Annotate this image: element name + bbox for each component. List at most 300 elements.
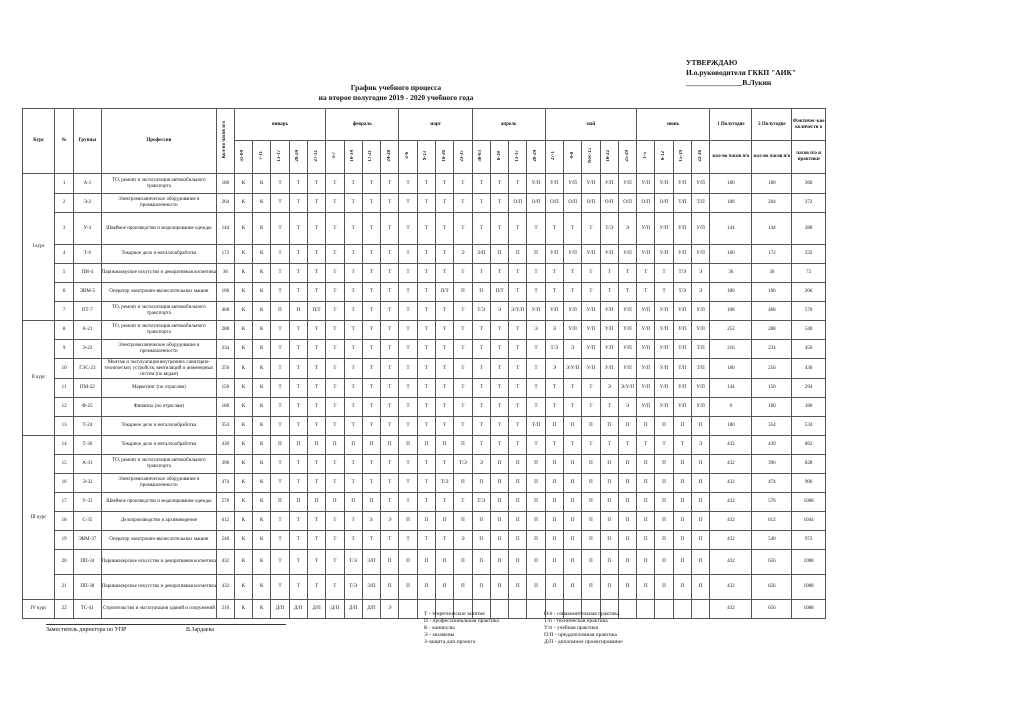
schedule-cell: Э. [362,512,380,531]
schedule-cell: К [253,512,271,531]
row-profession: Строительство и эксплуатация зданий и сооружений [101,600,216,619]
footer-name: В.Зардаева [186,627,214,633]
schedule-cell: П [600,493,618,512]
schedule-cell: Т [271,379,289,398]
schedule-cell: Д/П [271,600,289,619]
schedule-cell: Т [637,436,655,455]
week-header [691,141,709,174]
row-num: 18 [55,512,74,531]
schedule-cell: Т [472,379,490,398]
row-half1: 108 [710,194,752,213]
schedule-cell: У/П [564,302,582,321]
row-half2: 474 [752,474,792,493]
schedule-cell: П [289,493,307,512]
schedule-cell: Т [271,283,289,302]
schedule-cell: Э [454,531,472,550]
legend-item: О/п - ознакомительная практика [544,611,620,617]
schedule-cell: П [691,417,709,436]
schedule-cell: У/П [673,174,691,194]
schedule-cell: П [344,436,362,455]
schedule-cell: П [326,493,344,512]
row-group: А-21 [74,321,102,340]
schedule-cell: Т [362,398,380,417]
schedule-cell: Т [545,436,563,455]
schedule-cell: Т [271,213,289,245]
table-row [23,575,826,600]
row-group: А-31 [74,455,102,474]
schedule-cell: Э [564,340,582,359]
row-num: 7 [55,302,74,321]
schedule-cell: У/П [618,245,636,264]
schedule-cell: П [673,575,691,600]
schedule-cell: Т [289,512,307,531]
week-header [381,141,399,174]
schedule-cell: П [472,512,490,531]
schedule-cell: Т [399,264,417,283]
schedule-cell: К [234,174,252,194]
week-header [362,141,380,174]
schedule-cell: Т [326,575,344,600]
schedule-cell: Т [381,455,399,474]
schedule-cell: Т [289,213,307,245]
schedule-cell: Т [381,493,399,512]
schedule-cell: П [637,575,655,600]
header-group: Группы [74,109,102,174]
schedule-cell: П [564,512,582,531]
row-half2: 144 [752,213,792,245]
row-hours: 180 [217,398,235,417]
month-may: май [545,109,636,141]
schedule-cell: Т [381,194,399,213]
week-header [582,141,600,174]
schedule-cell: П [527,512,545,531]
schedule-cell: У/П [655,213,673,245]
row-hours: 576 [217,493,235,512]
schedule-cell: П [344,493,362,512]
schedule-cell: Т [326,417,344,436]
schedule-cell: Д/П [362,600,380,619]
row-half2: 354 [752,417,792,436]
row-profession: Оператор электронно-вычислительных машин [101,531,216,550]
week-header-text: 18-22 [606,149,612,162]
row-profession: Парикмахерское искусство и декоративная косметика [101,575,216,600]
table-row [23,213,826,245]
week-header-text: 31-04 [240,149,246,162]
schedule-cell: П [490,512,508,531]
schedule-cell: Т [326,213,344,245]
row-hours: 430 [217,436,235,455]
schedule-cell: Т [545,398,563,417]
schedule-cell: Т [326,194,344,213]
schedule-cell: Т [399,379,417,398]
schedule-cell: Т [655,436,673,455]
week-header-text: 22-26 [697,149,703,162]
schedule-cell: П [490,474,508,493]
schedule-cell: У/П [545,302,563,321]
schedule-cell: Т/Э [454,455,472,474]
week-header [490,141,508,174]
schedule-cell: Т [472,359,490,379]
schedule-cell: У/П [655,398,673,417]
schedule-cell: Т [417,417,435,436]
schedule-cell: П [673,531,691,550]
row-profession: Оператор электронно-вычислительных машин [101,283,216,302]
row-total: 862 [792,436,826,455]
schedule-cell: П [490,245,508,264]
schedule-cell: О/П [582,194,600,213]
schedule-cell: П [527,550,545,575]
schedule-cell: Т [289,417,307,436]
row-total: 576 [792,302,826,321]
schedule-cell: Т/П [691,359,709,379]
schedule-cell: П [691,531,709,550]
schedule-cell: П [435,512,453,531]
footer-signature [46,624,286,633]
schedule-body [23,174,826,619]
schedule-cell: П [307,493,325,512]
schedule-cell: К [253,398,271,417]
schedule-cell: К [234,398,252,417]
row-group: Ф-25 [74,398,102,417]
schedule-cell: Т [381,417,399,436]
schedule-cell: Т [399,474,417,493]
schedule-cell: К [253,283,271,302]
row-half1: 180 [710,359,752,379]
schedule-cell: Т/Э [545,340,563,359]
row-num: 2 [55,194,74,213]
schedule-cell: Т [582,398,600,417]
schedule-cell: Т [490,174,508,194]
week-header-text: 6-10 [496,150,502,161]
legend-item: З-защита дип.проекта [424,639,476,645]
schedule-cell: П [618,531,636,550]
row-total: 1088 [792,600,826,619]
row-profession: Швейное производство и моделирование одежды [101,213,216,245]
schedule-cell: Т [344,474,362,493]
schedule-cell: П [399,512,417,531]
schedule-cell: Т [600,264,618,283]
row-profession: Токарное дело и металлообработка [101,417,216,436]
header-actual: Фактичес-кое количеств о [792,109,826,141]
schedule-cell: П [582,512,600,531]
schedule-cell: П [545,493,563,512]
row-num: 12 [55,398,74,417]
week-header [399,141,417,174]
schedule-cell: П [417,550,435,575]
schedule-cell: П [545,417,563,436]
schedule-cell: Т [307,455,325,474]
schedule-cell: Т [381,302,399,321]
schedule-cell: Т [344,398,362,417]
schedule-cell: О/П [618,194,636,213]
schedule-cell: Т [417,194,435,213]
schedule-cell: Т [289,455,307,474]
schedule-cell: Т [454,213,472,245]
schedule-cell: Т [344,245,362,264]
row-group: Т-6 [74,245,102,264]
table-row [23,550,826,575]
schedule-cell: Т [490,340,508,359]
schedule-cell: П [600,417,618,436]
schedule-cell: Т [271,550,289,575]
schedule-cell: Т [509,398,527,417]
schedule-cell: Т [326,455,344,474]
schedule-cell: Т [454,321,472,340]
schedule-cell: П [564,531,582,550]
row-profession: Парикмахерское искусство и декоративная косметика [101,550,216,575]
schedule-cell: П [564,493,582,512]
schedule-cell: У/П [655,379,673,398]
row-half1: 432 [710,436,752,455]
row-total: 72 [792,264,826,283]
course-label: I курс [23,174,55,321]
schedule-cell: П [545,575,563,600]
table-row [23,455,826,474]
row-hours: 432 [217,550,235,575]
schedule-cell: П [618,417,636,436]
course-label: II курс [23,321,55,436]
schedule-cell: Т [527,436,545,455]
schedule-cell: Т [344,359,362,379]
schedule-cell: П [618,493,636,512]
schedule-cell: Т [399,340,417,359]
schedule-cell: П [545,531,563,550]
schedule-cell: П [271,493,289,512]
row-total: 180 [792,398,826,417]
row-total: 1088 [792,550,826,575]
schedule-cell: У/П [637,245,655,264]
schedule-cell: У/П [655,245,673,264]
schedule-cell: Т [362,531,380,550]
schedule-cell: Т [289,359,307,379]
legend-item: У/п - учебная практика [544,625,599,631]
week-header [472,141,490,174]
schedule-cell: Т [435,531,453,550]
row-total: 288 [792,213,826,245]
month-march: март [399,109,472,141]
schedule-cell: Т [344,264,362,283]
schedule-cell: Т [454,359,472,379]
schedule-cell: Э [691,283,709,302]
row-hours: 144 [217,213,235,245]
schedule-cell: Т [344,379,362,398]
schedule-cell: Т [435,359,453,379]
schedule-cell: П [673,512,691,531]
row-profession: Электромеханическое оборудование в промышленности [101,474,216,493]
schedule-cell: Т/П [673,340,691,359]
schedule-cell: Э [545,321,563,340]
schedule-cell: П [509,550,527,575]
row-group: Э-2 [74,194,102,213]
schedule-cell: Э [381,600,399,619]
schedule-cell: У/П [618,359,636,379]
schedule-cell: П [435,436,453,455]
schedule-cell: Т [362,474,380,493]
schedule-cell: Т [490,321,508,340]
approval-line-1: УТВЕРЖДАЮ [686,58,738,67]
schedule-cell: Т [326,245,344,264]
schedule-cell: Т [326,379,344,398]
schedule-cell: К [253,550,271,575]
schedule-cell: Т [271,245,289,264]
schedule-cell: Т [307,379,325,398]
title-line-2: на второе полугодие 2019 - 2020 учебного года [318,93,474,102]
schedule-cell: Т [490,264,508,283]
schedule-cell: К [253,321,271,340]
row-group: У-3 [74,213,102,245]
course-label: IV курс [23,600,55,619]
row-total: 540 [792,321,826,340]
schedule-cell: Т [435,455,453,474]
row-hours: 474 [217,474,235,493]
schedule-cell: У/П [637,340,655,359]
schedule-cell: П [564,455,582,474]
schedule-cell: У/П [637,302,655,321]
week-header [655,141,673,174]
schedule-cell: П [545,474,563,493]
schedule-cell: Т [417,174,435,194]
row-total: 1088 [792,575,826,600]
row-half1: 160 [710,245,752,264]
schedule-cell: Т [326,264,344,283]
row-hours: 354 [217,417,235,436]
row-num: 1 [55,174,74,194]
schedule-cell: У/П [637,174,655,194]
schedule-cell: П [490,493,508,512]
row-group: ПМ-22 [74,379,102,398]
schedule-cell: У/П [582,359,600,379]
schedule-cell: К [234,436,252,455]
course-label: III курс [23,436,55,600]
schedule-cell: Т [399,398,417,417]
schedule-cell: Т [381,531,399,550]
table-row [23,398,826,417]
schedule-cell: У/П [582,174,600,194]
schedule-cell: Т [399,321,417,340]
schedule-cell: Т [381,245,399,264]
schedule-cell: Т [307,550,325,575]
schedule-cell: Т [435,493,453,512]
row-half1: 144 [710,379,752,398]
week-header [344,141,362,174]
schedule-cell: Т [326,359,344,379]
schedule-cell: П [399,575,417,600]
schedule-cell: Т [307,213,325,245]
schedule-cell: Т [344,512,362,531]
row-total: 1044 [792,512,826,531]
schedule-cell: Т [564,398,582,417]
schedule-cell: Т [490,436,508,455]
schedule-cell: Т [435,340,453,359]
row-profession: ТО, ремонт и эксплуатация автомобильного транспорта [101,174,216,194]
schedule-cell: П [326,436,344,455]
week-header [307,141,325,174]
schedule-cell: Т [545,379,563,398]
row-half1: 432 [710,512,752,531]
week-header-text: 20-24 [533,149,539,162]
schedule-cell: Т [362,213,380,245]
schedule-cell: К [234,512,252,531]
schedule-cell: К [234,493,252,512]
schedule-cell: У/П [637,321,655,340]
row-half2: 256 [752,359,792,379]
schedule-cell: Т [417,283,435,302]
header-sub3: часов п/о и практики [792,141,826,174]
row-num: 10 [55,359,74,379]
schedule-cell: Т [381,340,399,359]
schedule-cell: Э [618,213,636,245]
schedule-cell: Т [417,321,435,340]
schedule-cell: Т [271,174,289,194]
schedule-cell: П [435,575,453,600]
header-sub1: кол-во часов п/о [710,141,752,174]
row-group: ПП-38 [74,575,102,600]
row-group: ПП-34 [74,550,102,575]
schedule-cell: Т [307,531,325,550]
row-half2: 468 [752,302,792,321]
row-profession: ТО, ремонт и эксплуатация автомобильного транспорта [101,321,216,340]
schedule-cell: К [253,174,271,194]
schedule-cell: Э [381,512,399,531]
row-half1: 100 [710,283,752,302]
row-group: ПИ-4 [74,264,102,283]
row-profession: Финансы (по отраслям) [101,398,216,417]
row-group: С-35 [74,512,102,531]
week-header-text: 13-17 [276,149,282,162]
schedule-cell: Т [381,474,399,493]
week-header [417,141,435,174]
schedule-cell: П [545,550,563,575]
schedule-cell: Т [399,493,417,512]
schedule-cell: Т [326,398,344,417]
schedule-cell: Т [454,340,472,359]
row-half2: 656 [752,575,792,600]
row-half2: 180 [752,398,792,417]
schedule-cell: К [234,283,252,302]
schedule-cell: Т [417,302,435,321]
schedule-cell: К [234,194,252,213]
schedule-cell: П [673,455,691,474]
schedule-cell: Т [289,245,307,264]
schedule-cell: П [490,455,508,474]
schedule-cell: У/П [673,245,691,264]
schedule-cell: Т [344,283,362,302]
row-total: 206 [792,283,826,302]
row-profession: Монтаж и эксплуатация внутренних санитарно-технических устройств, вентиляций и инженерных систем (по видам) [101,359,216,379]
row-num: 17 [55,493,74,512]
schedule-cell: П [691,474,709,493]
schedule-cell: У/П [691,302,709,321]
schedule-cell: П [509,474,527,493]
week-header-text: 16-20 [441,149,447,162]
schedule-cell: У/П [691,321,709,340]
row-group: ЭВМ-37 [74,531,102,550]
schedule-cell: У/П [655,302,673,321]
row-group: ТС-41 [74,600,102,619]
schedule-cell: Т [472,340,490,359]
week-header-text: 1-5 [642,152,648,159]
schedule-cell: П [490,550,508,575]
schedule-cell: К [234,417,252,436]
schedule-cell: Т [618,283,636,302]
schedule-cell: Т [399,245,417,264]
schedule-cell: Т [381,174,399,194]
schedule-cell: У/П [582,321,600,340]
schedule-cell: Т [417,340,435,359]
row-profession: Швейное производство и моделирование одежды [101,493,216,512]
row-half2: 288 [752,321,792,340]
schedule-cell: Т [399,417,417,436]
